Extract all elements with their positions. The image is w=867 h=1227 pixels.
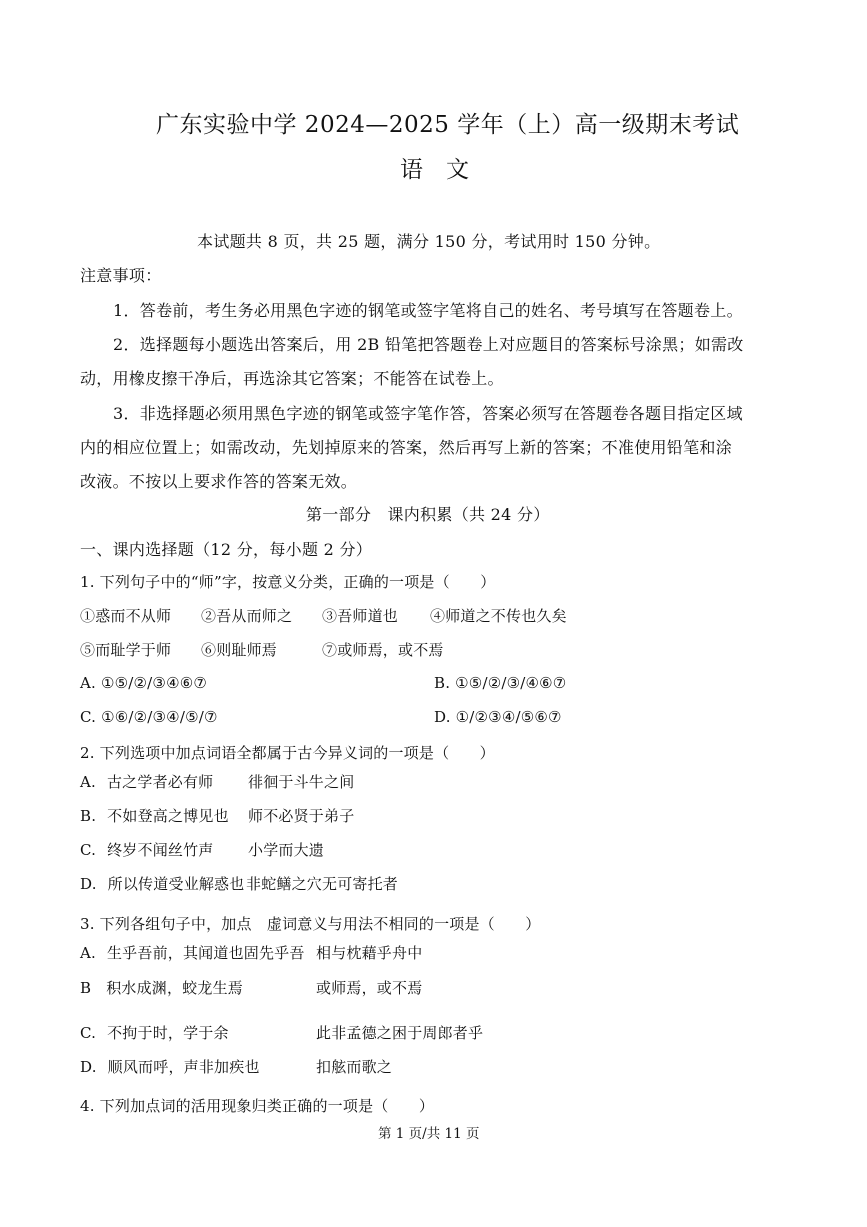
- q1-item-2: ②吾从而师之: [201, 607, 293, 625]
- q1-item-5: ⑤而耻学于师: [80, 641, 172, 659]
- page-footer: 第 1 页/共 11 页: [378, 1126, 480, 1142]
- option-label: C.: [80, 841, 97, 859]
- part-title: 第一部分 课内积累（共 24 分）: [306, 505, 550, 524]
- note-3: 3．非选择题必须用黑色字迹的钢笔或签字笔作答，答案必须写在答题卷各题目指定区域: [113, 404, 743, 423]
- option-label: A.: [80, 944, 97, 962]
- option-label: A.: [80, 773, 97, 791]
- q2-option-d-right: 非蛇鳝之穴无可寄托者: [246, 875, 399, 893]
- option-left: 终岁不闻丝竹声: [107, 841, 214, 859]
- option-label: B: [80, 979, 92, 997]
- q4-stem: 4. 下列加点词的活用现象归类正确的一项是（ ）: [80, 1097, 435, 1115]
- q3-option-b-right: 或师焉，或不焉: [316, 979, 423, 997]
- q1-item-4: ④师道之不传也久矣: [430, 607, 567, 625]
- q3-stem: 3. 下列各组句子中，加点 虚词意义与用法不相同的一项是（ ）: [80, 915, 541, 933]
- subject-title: 语 文: [400, 157, 469, 183]
- option-label: D.: [80, 1058, 97, 1076]
- option-left: 不如登高之博见也: [107, 807, 229, 825]
- option-left: 生乎吾前，其闻道也固先乎吾: [106, 944, 305, 962]
- notes-heading: 注意事项：: [80, 266, 162, 285]
- option-left: 顺风而呼，声非加疾也: [107, 1058, 260, 1076]
- q1-item-6: ⑥则耻师焉: [201, 641, 278, 659]
- q1-item-7: ⑦或师焉，或不焉: [322, 641, 444, 659]
- note-3-end: 改液。不按以上要求作答的答案无效。: [80, 472, 358, 491]
- q1-option-a: A. ①⑤/②/③④⑥⑦: [80, 674, 208, 692]
- q3-option-c-right: 此非孟德之困于周郎者乎: [316, 1024, 484, 1042]
- q3-option-d-right: 扣舷而歌之: [316, 1058, 393, 1076]
- note-3-cont: 内的相应位置上；如需改动，先划掉原来的答案，然后再写上新的答案；不准使用铅笔和涂: [80, 438, 733, 457]
- section-title: 一、课内选择题（12 分，每小题 2 分）: [80, 540, 373, 559]
- option-label: C.: [80, 1024, 97, 1042]
- exam-intro: 本试题共 8 页，共 25 题，满分 150 分，考试用时 150 分钟。: [197, 232, 661, 251]
- q2-option-c: [80, 839, 214, 860]
- exam-title: 广东实验中学 2024—2025 学年（上）高一级期末考试: [156, 112, 740, 138]
- note-1: 1．答卷前，考生务必用黑色字迹的钢笔或签字笔将自己的姓名、考号填写在答题卷上。: [113, 301, 743, 320]
- option-left: 不拘于时，学于余: [107, 1024, 229, 1042]
- q2-option-d: [80, 873, 244, 894]
- q2-option-a: [80, 771, 213, 792]
- q2-option-a-right: 徘徊于斗牛之间: [248, 773, 355, 791]
- q1-option-d: D. ①/②③④/⑤⑥⑦: [434, 708, 562, 726]
- q1-option-c: C. ①⑥/②/③④/⑤/⑦: [80, 708, 218, 726]
- note-2: 2．选择题每小题选出答案后，用 2B 铅笔把答题卷上对应题目的答案标号涂黑；如需改: [113, 335, 744, 354]
- option-left: 所以传道受业解惑也: [107, 875, 245, 893]
- q3-option-c: [80, 1022, 229, 1043]
- option-label: D.: [80, 875, 97, 893]
- q3-option-b: [80, 977, 243, 998]
- q2-stem: 2. 下列选项中加点词语全都属于古今异义词的一项是（ ）: [80, 744, 495, 762]
- q2-option-b: [80, 805, 229, 826]
- note-2-cont: 动，用橡皮擦干净后，再选涂其它答案；不能答在试卷上。: [80, 369, 504, 388]
- q2-option-c-right: 小学而大遗: [248, 841, 325, 859]
- q3-option-a: [80, 942, 305, 963]
- q1-stem: 1. 下列句子中的“师”字，按意义分类，正确的一项是（ ）: [80, 573, 496, 591]
- option-left: 古之学者必有师: [106, 773, 214, 791]
- q3-option-d: [80, 1056, 260, 1077]
- q3-option-a-right: 相与枕藉乎舟中: [316, 944, 423, 962]
- q2-option-b-right: 师不必贤于弟子: [248, 807, 355, 825]
- q1-option-b: B. ①⑤/②/③/④⑥⑦: [434, 674, 567, 692]
- q1-item-3: ③吾师道也: [322, 607, 399, 625]
- q1-item-1: ①惑而不从师: [80, 607, 172, 625]
- option-left: 积水成渊，蛟龙生焉: [106, 979, 244, 997]
- option-label: B.: [80, 807, 97, 825]
